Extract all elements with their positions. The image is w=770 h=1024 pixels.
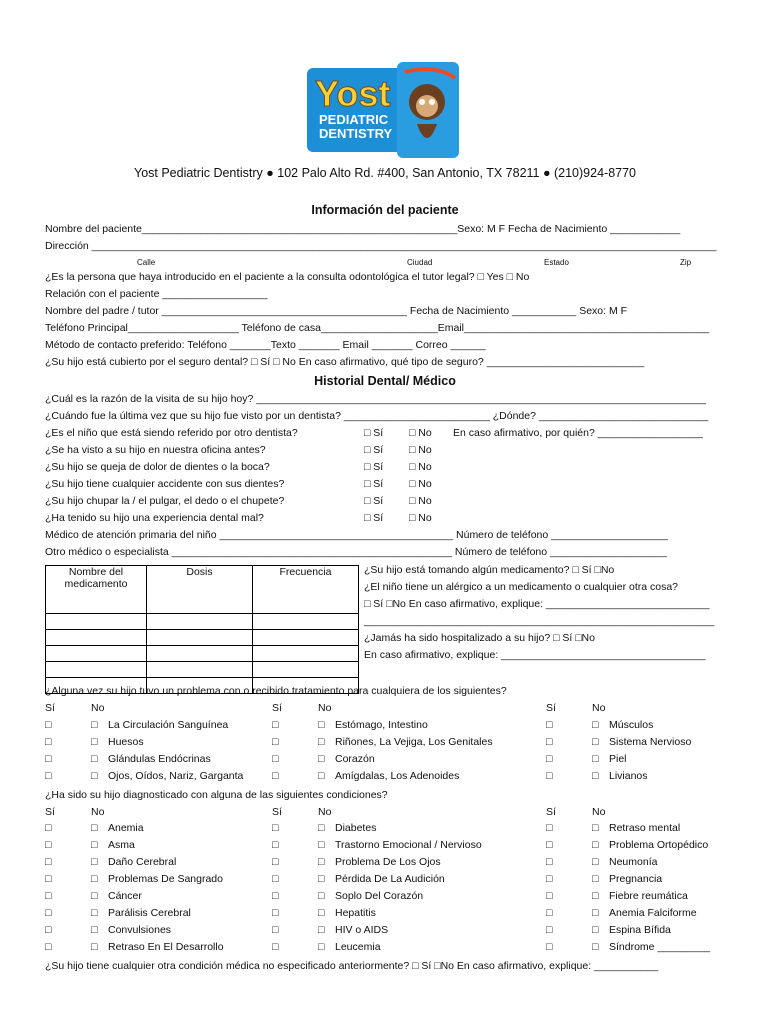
condition-label: Músculos [609, 719, 654, 731]
condition-label: Leucemia [335, 941, 381, 953]
condition-label: Problemas De Sangrado [108, 873, 223, 885]
form-line[interactable]: ¿Su hijo está cubierto por el seguro dental? □ Sí □ No En caso afirmativo, qué tipo de seguro? ___________________________ [45, 356, 645, 368]
no-checkbox[interactable]: □ [91, 924, 98, 936]
no-column-header: No [91, 702, 105, 714]
form-line[interactable]: En caso afirmativo, explique: ___________________________________ [364, 649, 706, 661]
condition-label: Retraso mental [609, 822, 681, 834]
condition-label: Problema Ortopédico [609, 839, 709, 851]
condition-label: Estómago, Intestino [335, 719, 428, 731]
condition-label: Diabetes [335, 822, 377, 834]
yes-checkbox[interactable]: □ [272, 839, 279, 851]
form-line[interactable]: ¿Su hijo se queja de dolor de dientes o la boca? [45, 461, 270, 473]
no-checkbox[interactable]: □ [91, 873, 98, 885]
condition-label: Neumonía [609, 856, 658, 868]
yes-checkbox[interactable]: □ Sí [364, 495, 384, 507]
med-name-header: Nombre del medicamento [46, 566, 147, 614]
no-checkbox[interactable]: □ [91, 822, 98, 834]
table-cell[interactable] [253, 646, 359, 662]
yes-checkbox[interactable]: □ [272, 856, 279, 868]
no-column-header: No [91, 806, 105, 818]
yes-checkbox[interactable]: □ [45, 907, 52, 919]
condition-label: Hepatitis [335, 907, 376, 919]
svg-text:DENTISTRY: DENTISTRY [319, 126, 393, 141]
yes-column-header: Sí [546, 702, 556, 714]
field-sublabel: Ciudad [407, 258, 433, 267]
table-cell[interactable] [46, 646, 147, 662]
no-checkbox[interactable]: □ [592, 924, 599, 936]
no-checkbox[interactable]: □ [592, 856, 599, 868]
table-cell[interactable] [147, 630, 253, 646]
yes-checkbox[interactable]: □ [272, 719, 279, 731]
yes-checkbox[interactable]: □ [272, 770, 279, 782]
no-checkbox[interactable]: □ [91, 753, 98, 765]
condition-label: Trastorno Emocional / Nervioso [335, 839, 482, 851]
history-heading: Historial Dental/ Médico [314, 374, 456, 388]
no-checkbox[interactable]: □ [318, 924, 325, 936]
table-cell[interactable] [147, 614, 253, 630]
yes-checkbox[interactable]: □ [45, 941, 52, 953]
form-line[interactable]: Relación con el paciente __________________ [45, 288, 268, 300]
no-checkbox[interactable]: □ No [409, 478, 432, 490]
no-checkbox[interactable]: □ [592, 719, 599, 731]
no-checkbox[interactable]: □ [592, 822, 599, 834]
yes-column-header: Sí [45, 806, 55, 818]
no-checkbox[interactable]: □ [318, 907, 325, 919]
no-checkbox[interactable]: □ [91, 736, 98, 748]
no-checkbox[interactable]: □ [91, 719, 98, 731]
no-checkbox[interactable]: □ [91, 941, 98, 953]
yes-checkbox[interactable]: □ [45, 770, 52, 782]
no-checkbox[interactable]: □ [592, 941, 599, 953]
no-column-header: No [592, 702, 606, 714]
no-checkbox[interactable]: □ [91, 770, 98, 782]
med-dose-header: Dosis [147, 566, 253, 614]
yes-checkbox[interactable]: □ [272, 822, 279, 834]
yes-checkbox[interactable]: □ Sí [364, 444, 384, 456]
no-checkbox[interactable]: □ [592, 736, 599, 748]
no-column-header: No [592, 806, 606, 818]
condition-label: Espina Bífida [609, 924, 671, 936]
table-cell[interactable] [253, 662, 359, 678]
no-checkbox[interactable]: □ [592, 770, 599, 782]
no-checkbox[interactable]: □ [91, 839, 98, 851]
condition-label: Huesos [108, 736, 144, 748]
form-line[interactable]: ¿Es el niño que está siendo referido por otro dentista? [45, 427, 298, 439]
table-cell[interactable] [147, 662, 253, 678]
no-checkbox[interactable]: □ No [409, 512, 432, 524]
medication-table [45, 565, 359, 694]
condition-label: Pregnancia [609, 873, 663, 885]
form-line[interactable]: ¿Su hijo está tomando algún medicamento? □ Sí □No [364, 564, 615, 576]
form-line[interactable]: ¿Se ha visto a su hijo en nuestra oficina antes? [45, 444, 266, 456]
condition-label: Parálisis Cerebral [108, 907, 191, 919]
yes-checkbox[interactable]: □ [45, 890, 52, 902]
field-sublabel: Zip [680, 258, 692, 267]
yes-checkbox[interactable]: □ [546, 924, 553, 936]
no-checkbox[interactable]: □ [318, 736, 325, 748]
form-line[interactable]: ¿Ha sido su hijo diagnosticado con alguna de las siguientes condiciones? [45, 789, 388, 801]
yes-checkbox[interactable]: □ [546, 719, 553, 731]
form-line[interactable]: □ Sí □No En caso afirmativo, explique: ____________________________ [364, 598, 710, 610]
yes-checkbox[interactable]: □ [546, 941, 553, 953]
no-checkbox[interactable]: □ [318, 890, 325, 902]
condition-label: Ojos, Oídos, Nariz, Garganta [108, 770, 244, 782]
condition-label: Riñones, La Vejiga, Los Genitales [335, 736, 493, 748]
yes-column-header: Sí [45, 702, 55, 714]
yes-checkbox[interactable]: □ [272, 941, 279, 953]
condition-label: Fiebre reumática [609, 890, 688, 902]
no-checkbox[interactable]: □ No [409, 461, 432, 473]
yes-checkbox[interactable]: □ [45, 822, 52, 834]
no-checkbox[interactable]: □ [318, 719, 325, 731]
table-cell[interactable] [46, 630, 147, 646]
svg-text:PEDIATRIC: PEDIATRIC [319, 112, 389, 127]
form-line[interactable]: ¿Ha tenido su hijo una experiencia dental mal? [45, 512, 264, 524]
yes-checkbox[interactable]: □ [45, 873, 52, 885]
yes-checkbox[interactable]: □ [272, 924, 279, 936]
condition-label: Problema De Los Ojos [335, 856, 441, 868]
yes-checkbox[interactable]: □ [272, 890, 279, 902]
condition-label: La Circulación Sanguínea [108, 719, 229, 731]
form-line[interactable]: Nombre del paciente______________________________________________________Sexo: M F Fecha de Nacimiento ____________ [45, 223, 681, 235]
form-line[interactable]: Médico de atención primaria del niño ________________________________________ Número de teléfono ____________________ [45, 529, 668, 541]
yost-logo [305, 62, 463, 158]
no-checkbox[interactable]: □ [91, 890, 98, 902]
condition-label: Asma [108, 839, 135, 851]
no-checkbox[interactable]: □ [318, 856, 325, 868]
yes-column-header: Sí [546, 806, 556, 818]
no-checkbox[interactable]: □ No [409, 495, 432, 507]
no-column-header: No [318, 806, 332, 818]
no-checkbox[interactable]: □ No [409, 427, 432, 439]
form-line[interactable]: Nombre del padre / tutor __________________________________________ Fecha de Nacimiento ___________ Sexo: M F [45, 305, 628, 317]
condition-label: Retraso En El Desarrollo [108, 941, 224, 953]
condition-label: HIV o AIDS [335, 924, 389, 936]
condition-label: Daño Cerebral [108, 856, 177, 868]
yes-checkbox[interactable]: □ Sí [364, 478, 384, 490]
yes-checkbox[interactable]: □ [546, 839, 553, 851]
no-checkbox[interactable]: □ No [409, 444, 432, 456]
yes-checkbox[interactable]: □ [45, 736, 52, 748]
no-checkbox[interactable]: □ [592, 907, 599, 919]
table-cell[interactable] [147, 646, 253, 662]
yes-checkbox[interactable]: □ Sí [364, 427, 384, 439]
condition-label: Glándulas Endócrinas [108, 753, 211, 765]
yes-checkbox[interactable]: □ [546, 856, 553, 868]
yes-checkbox[interactable]: □ [45, 856, 52, 868]
condition-label: Convulsiones [108, 924, 172, 936]
no-checkbox[interactable]: □ [318, 873, 325, 885]
yes-checkbox[interactable]: □ [45, 753, 52, 765]
no-checkbox[interactable]: □ [318, 753, 325, 765]
form-line[interactable]: ¿El niño tiene un alérgico a un medicamento o cualquier otra cosa? [364, 581, 679, 593]
yes-column-header: Sí [272, 702, 282, 714]
no-checkbox[interactable]: □ [592, 839, 599, 851]
no-checkbox[interactable]: □ [592, 873, 599, 885]
form-line[interactable]: Teléfono Principal___________________ Teléfono de casa____________________Email__________________________________________ [45, 322, 710, 334]
condition-label: Síndrome _________ [609, 941, 710, 953]
form-line[interactable]: Dirección ___________________________________________________________________________________________________________ [45, 240, 717, 252]
yes-checkbox[interactable]: □ [546, 770, 553, 782]
form-line[interactable]: ____________________________________________________________ [364, 615, 715, 627]
yes-checkbox[interactable]: □ [546, 890, 553, 902]
condition-label: Anemia Falciforme [609, 907, 697, 919]
table-cell[interactable] [253, 630, 359, 646]
form-line[interactable]: Otro médico o especialista ________________________________________________ Número de teléfono ____________________ [45, 546, 667, 558]
condition-label: Corazón [335, 753, 375, 765]
form-line[interactable]: ¿Cuándo fue la última vez que su hijo fue visto por un dentista? _________________________ ¿Dónde? _____________________________ [45, 410, 709, 422]
field-sublabel: Calle [137, 258, 156, 267]
yes-checkbox[interactable]: □ [546, 907, 553, 919]
referral-explain-field[interactable]: En caso afirmativo, por quién? __________________ [453, 427, 703, 439]
yes-checkbox[interactable]: □ [546, 753, 553, 765]
condition-label: Amígdalas, Los Adenoides [335, 770, 460, 782]
yes-checkbox[interactable]: □ [272, 907, 279, 919]
yes-checkbox[interactable]: □ [546, 736, 553, 748]
yes-checkbox[interactable]: □ [45, 839, 52, 851]
form-line[interactable]: ¿Su hijo tiene cualquier accidente con sus dientes? [45, 478, 285, 490]
med-frequency-header: Frecuencia [253, 566, 359, 614]
no-checkbox[interactable]: □ [91, 907, 98, 919]
no-checkbox[interactable]: □ [592, 753, 599, 765]
no-column-header: No [318, 702, 332, 714]
no-checkbox[interactable]: □ [318, 770, 325, 782]
form-line[interactable]: ¿Cuál es la razón de la visita de su hijo hoy? _____________________________________________________________________________ [45, 393, 706, 405]
condition-label: Anemia [108, 822, 144, 834]
practice-address: Yost Pediatric Dentistry ● 102 Palo Alto Rd. #400, San Antonio, TX 78211 ● (210)924-8770 [134, 166, 636, 180]
form-line[interactable]: ¿Es la persona que haya introducido en el paciente a la consulta odontológica el tutor legal? □ Yes □ No [45, 271, 530, 283]
no-checkbox[interactable]: □ [318, 822, 325, 834]
condition-label: Cáncer [108, 890, 142, 902]
patient-info-heading: Información del paciente [311, 203, 459, 217]
yes-checkbox[interactable]: □ [45, 719, 52, 731]
no-checkbox[interactable]: □ [592, 890, 599, 902]
table-cell[interactable] [46, 614, 147, 630]
svg-text:Yost: Yost [315, 73, 391, 114]
form-line[interactable]: ¿Su hijo tiene cualquier otra condición médica no especificado anteriormente? □ Sí □No En caso afirmativo, explique: ___________ [45, 960, 659, 972]
form-line[interactable]: Método de contacto preferido: Teléfono _______Texto _______ Email _______ Correo ______ [45, 339, 486, 351]
yes-checkbox[interactable]: □ [272, 736, 279, 748]
yes-checkbox[interactable]: □ [546, 822, 553, 834]
table-cell[interactable] [46, 662, 147, 678]
yes-checkbox[interactable]: □ Sí [364, 512, 384, 524]
form-line[interactable]: ¿Jamás ha sido hospitalizado a su hijo? □ Sí □No [364, 632, 595, 644]
yes-checkbox[interactable]: □ Sí [364, 461, 384, 473]
condition-label: Sistema Nervioso [609, 736, 692, 748]
condition-label: Piel [609, 753, 627, 765]
yes-column-header: Sí [272, 806, 282, 818]
form-line[interactable]: ¿Alguna vez su hijo tuvo un problema con o recibido tratamiento para cualquiera de los siguientes? [45, 685, 507, 697]
condition-label: Livianos [609, 770, 648, 782]
condition-label: Soplo Del Corazón [335, 890, 424, 902]
condition-label: Pérdida De La Audición [335, 873, 445, 885]
yes-checkbox[interactable]: □ [45, 924, 52, 936]
no-checkbox[interactable]: □ [318, 941, 325, 953]
form-line[interactable]: ¿Su hijo chupar la / el pulgar, el dedo o el chupete? [45, 495, 285, 507]
yes-checkbox[interactable]: □ [272, 753, 279, 765]
field-sublabel: Estado [544, 258, 569, 267]
no-checkbox[interactable]: □ [318, 839, 325, 851]
yes-checkbox[interactable]: □ [272, 873, 279, 885]
yes-checkbox[interactable]: □ [546, 873, 553, 885]
no-checkbox[interactable]: □ [91, 856, 98, 868]
table-cell[interactable] [253, 614, 359, 630]
